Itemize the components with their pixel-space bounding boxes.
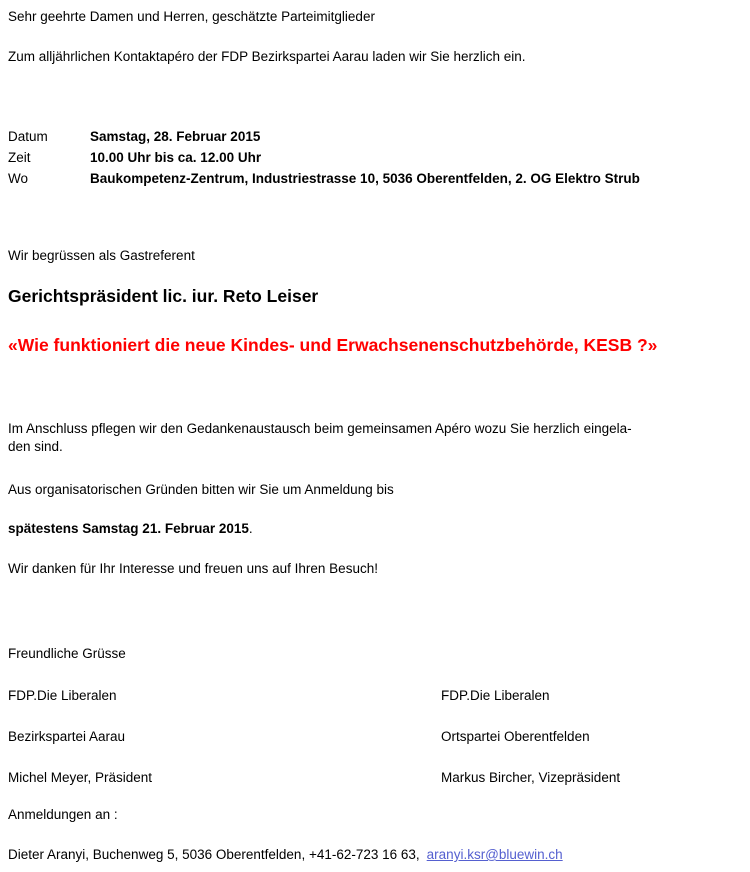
- closing-line: Freundliche Grüsse: [8, 646, 126, 661]
- greeting-line: Sehr geehrte Damen und Herren, geschätzte Parteimitglieder: [8, 9, 375, 24]
- guest-intro-line: Wir begrüssen als Gastreferent: [8, 248, 195, 263]
- deadline-line: [8, 520, 253, 537]
- registration-label: Anmeldungen an :: [8, 807, 118, 822]
- deadline-bold: spätestens Samstag 21. Februar 2015: [8, 521, 249, 536]
- intro-line: Zum alljährlichen Kontaktapéro der FDP Bezirkspartei Aarau laden wir Sie herzlich ein.: [8, 49, 526, 64]
- signature-left-person: Michel Meyer, Präsident: [8, 770, 153, 785]
- event-details: [8, 126, 640, 189]
- detail-value-date: Samstag, 28. Februar 2015: [90, 129, 261, 144]
- apero-paragraph: [8, 420, 632, 456]
- detail-row-time: [8, 147, 640, 168]
- detail-row-location: [8, 168, 640, 189]
- signature-left-party: FDP.Die Liberalen: [8, 688, 117, 703]
- detail-label-time: Zeit: [8, 150, 31, 165]
- talk-title: «Wie funktioniert die neue Kindes- und Erwachsenenschutzbehörde, KESB ?»: [8, 335, 658, 355]
- signature-left-org: Bezirkspartei Aarau: [8, 729, 126, 744]
- detail-value-location: Baukompetenz-Zentrum, Industriestrasse 10, 5036 Oberentfelden, 2. OG Elektro Strub: [90, 171, 640, 186]
- deadline-suffix: .: [248, 521, 253, 536]
- registration-note: Aus organisatorischen Gründen bitten wir Sie um Anmeldung bis: [8, 482, 394, 497]
- detail-value-time: 10.00 Uhr bis ca. 12.00 Uhr: [90, 150, 262, 165]
- contact-line: [8, 846, 563, 863]
- signature-right-party: FDP.Die Liberalen: [441, 688, 550, 703]
- thanks-line: Wir danken für Ihr Interesse und freuen uns auf Ihren Besuch!: [8, 561, 378, 576]
- contact-text: Dieter Aranyi, Buchenweg 5, 5036 Oberentfelden, +41-62-723 16 63,: [8, 847, 420, 862]
- apero-line-2: den sind.: [8, 439, 63, 454]
- apero-line-1: Im Anschluss pflegen wir den Gedankenaustausch beim gemeinsamen Apéro wozu Sie herzlich eingela-: [8, 421, 632, 436]
- speaker-name: Gerichtspräsident lic. iur. Reto Leiser: [8, 286, 319, 306]
- signature-right-person: Markus Bircher, Vizepräsident: [441, 770, 621, 785]
- detail-label-location: Wo: [8, 171, 29, 186]
- email-link[interactable]: aranyi.ksr@bluewin.ch: [426, 847, 563, 862]
- detail-label-date: Datum: [8, 129, 48, 144]
- signature-right-org: Ortspartei Oberentfelden: [441, 729, 590, 744]
- detail-row-date: [8, 126, 640, 147]
